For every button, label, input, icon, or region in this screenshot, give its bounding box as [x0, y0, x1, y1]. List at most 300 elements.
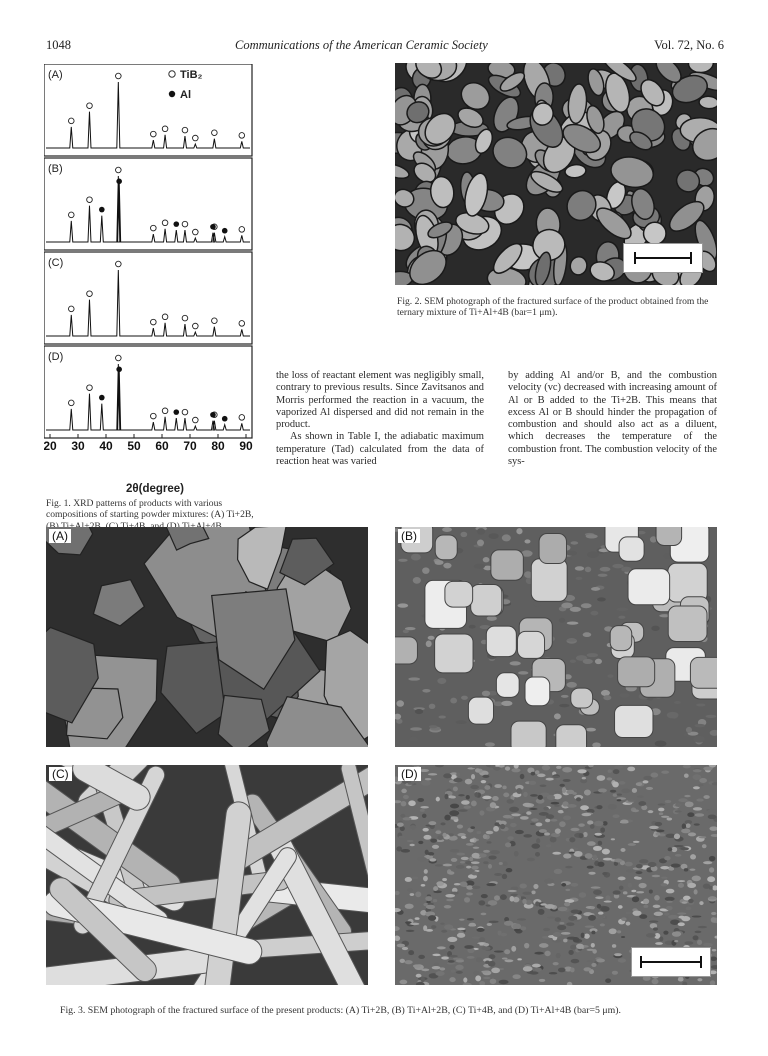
texture-flake — [463, 977, 467, 982]
texture-flake — [569, 837, 575, 842]
texture-flake — [643, 899, 649, 905]
texture-flake — [453, 787, 458, 792]
tib2-peak-marker-icon — [87, 291, 93, 297]
texture-flake — [466, 843, 474, 846]
texture-flake — [643, 776, 652, 780]
texture-flake — [610, 790, 616, 793]
texture-flake — [435, 971, 444, 976]
texture-flake — [710, 957, 717, 961]
texture-flake — [570, 541, 578, 544]
texture-flake — [428, 915, 436, 921]
texture-flake — [415, 709, 423, 714]
tib2-peak-marker-icon — [87, 103, 93, 109]
texture-flake — [400, 959, 405, 963]
texture-flake — [455, 965, 464, 970]
texture-flake — [697, 978, 702, 981]
texture-flake — [417, 798, 424, 802]
texture-flake — [689, 869, 695, 871]
al-peak-marker-icon — [116, 179, 122, 185]
texture-flake — [571, 883, 579, 887]
texture-flake — [449, 977, 455, 982]
texture-flake — [435, 831, 441, 835]
texture-flake — [612, 782, 619, 788]
texture-flake — [678, 883, 684, 888]
texture-flake — [426, 640, 432, 647]
xrd-panel-label: (A) — [48, 69, 63, 81]
texture-flake — [473, 847, 480, 849]
texture-flake — [570, 828, 579, 832]
texture-flake — [660, 866, 669, 869]
tib2-peak-marker-icon — [162, 220, 168, 226]
texture-flake — [618, 877, 626, 881]
xrd-panel-label: (D) — [48, 351, 64, 363]
tib2-peak-marker-icon — [193, 323, 199, 329]
texture-flake — [470, 785, 478, 789]
texture-flake — [586, 534, 598, 538]
texture-flake — [487, 923, 492, 926]
texture-flake — [409, 844, 414, 847]
texture-flake — [536, 823, 543, 827]
texture-flake — [482, 775, 489, 778]
texture-flake — [690, 854, 696, 859]
texture-flake — [619, 886, 624, 890]
texture-flake — [595, 659, 602, 664]
texture-flake — [693, 736, 705, 743]
texture-flake — [539, 943, 549, 948]
texture-flake — [402, 947, 408, 950]
texture-flake — [439, 950, 447, 956]
texture-flake — [693, 769, 702, 772]
texture-flake — [543, 807, 549, 811]
texture-flake — [674, 845, 684, 847]
texture-flake — [569, 852, 575, 854]
texture-flake — [607, 674, 613, 678]
texture-flake — [698, 926, 707, 928]
texture-flake — [530, 823, 535, 826]
paragraph: by adding Al and/or B, and the combustion velocity (vc) decreased with increasing amount of Al or B added to the Ti+2B. This means that excess Al or B should hinder the propagation of combustion and should also act as a diluent, which decreases the temperature of the combustion front. The combustion velocity of the sys- — [508, 370, 717, 468]
texture-flake — [510, 896, 515, 902]
texture-flake — [709, 886, 713, 890]
texture-flake — [687, 812, 694, 817]
texture-flake — [638, 801, 646, 806]
texture-flake — [639, 859, 648, 863]
fig3-panel-b-photo — [395, 527, 717, 747]
texture-flake — [636, 782, 642, 786]
texture-flake — [508, 890, 517, 892]
grain-cuboid — [610, 626, 632, 651]
tib2-peak-marker-icon — [116, 261, 122, 267]
fig3-panel-d-photo — [395, 765, 717, 985]
tib2-peak-marker-icon — [151, 413, 157, 419]
texture-flake — [708, 809, 717, 814]
texture-flake — [459, 919, 465, 921]
grain-cuboid — [395, 637, 417, 664]
texture-flake — [613, 793, 618, 796]
grain-cuboid — [531, 559, 567, 602]
texture-flake — [445, 894, 455, 897]
texture-flake — [397, 944, 405, 948]
texture-flake — [513, 924, 521, 930]
texture-flake — [602, 872, 607, 875]
texture-flake — [401, 849, 410, 853]
texture-flake — [470, 839, 475, 843]
texture-flake — [502, 534, 511, 541]
texture-flake — [464, 897, 470, 903]
texture-flake — [678, 916, 684, 919]
texture-flake — [425, 896, 432, 901]
texture-flake — [639, 914, 647, 919]
texture-flake — [535, 901, 539, 906]
texture-flake — [594, 821, 604, 827]
texture-flake — [597, 775, 606, 781]
texture-flake — [490, 978, 497, 984]
texture-flake — [555, 791, 560, 794]
volume-issue: Vol. 72, No. 6 — [654, 38, 724, 52]
texture-flake — [556, 766, 561, 769]
texture-flake — [484, 785, 490, 790]
texture-flake — [466, 866, 471, 869]
texture-flake — [407, 888, 413, 892]
texture-flake — [576, 797, 581, 801]
texture-flake — [554, 713, 561, 719]
texture-flake — [476, 831, 481, 834]
texture-flake — [511, 813, 521, 816]
texture-flake — [605, 974, 612, 977]
texture-flake — [493, 826, 499, 832]
texture-flake — [605, 978, 611, 983]
texture-flake — [653, 905, 661, 908]
texture-flake — [562, 787, 566, 793]
texture-flake — [456, 853, 465, 856]
texture-flake — [490, 802, 496, 808]
texture-flake — [529, 971, 538, 974]
texture-flake — [518, 671, 528, 675]
texture-flake — [567, 804, 577, 808]
texture-flake — [476, 944, 480, 947]
tib2-peak-marker-icon — [182, 315, 188, 321]
texture-flake — [685, 801, 694, 807]
xrd-panel-frame — [44, 346, 252, 438]
tib2-peak-marker-icon — [151, 131, 157, 137]
texture-flake — [559, 784, 564, 787]
texture-flake — [457, 933, 465, 938]
texture-flake — [450, 955, 458, 958]
grain-cuboid — [525, 677, 550, 706]
texture-flake — [621, 936, 625, 938]
grain-cuboid — [435, 535, 457, 560]
texture-flake — [612, 971, 618, 975]
texture-flake — [517, 958, 522, 960]
texture-flake — [536, 838, 540, 843]
texture-flake — [538, 795, 543, 800]
texture-flake — [620, 817, 625, 819]
tib2-peak-marker-icon — [87, 197, 93, 203]
texture-flake — [596, 805, 602, 809]
texture-flake — [458, 809, 468, 812]
texture-flake — [456, 772, 460, 776]
texture-flake — [593, 846, 602, 851]
texture-flake — [405, 877, 412, 882]
texture-flake — [499, 862, 503, 865]
texture-flake — [416, 974, 422, 978]
texture-flake — [554, 869, 563, 874]
texture-flake — [449, 945, 454, 950]
texture-flake — [598, 912, 604, 915]
texture-flake — [461, 696, 468, 700]
texture-flake — [693, 786, 700, 789]
texture-flake — [658, 803, 666, 805]
texture-flake — [650, 772, 658, 777]
texture-flake — [661, 770, 669, 773]
texture-flake — [443, 563, 451, 569]
xrd-pattern-line — [46, 270, 250, 336]
texture-flake — [403, 629, 409, 633]
texture-flake — [410, 923, 419, 926]
x-tick-label: 80 — [211, 439, 225, 453]
texture-flake — [437, 835, 443, 840]
texture-flake — [600, 567, 611, 572]
tib2-peak-marker-icon — [116, 355, 122, 361]
texture-flake — [482, 691, 490, 697]
texture-flake — [586, 728, 596, 732]
texture-flake — [529, 808, 538, 810]
tib2-peak-marker-icon — [212, 318, 218, 324]
texture-flake — [436, 881, 444, 886]
texture-flake — [476, 957, 482, 962]
texture-flake — [421, 780, 431, 786]
texture-flake — [617, 799, 622, 801]
texture-flake — [652, 979, 659, 985]
texture-flake — [553, 962, 559, 965]
texture-flake — [583, 659, 593, 664]
texture-flake — [466, 892, 473, 895]
texture-flake — [496, 944, 501, 949]
texture-flake — [524, 943, 529, 949]
texture-flake — [678, 922, 685, 926]
journal-title: Communications of the American Ceramic Society — [235, 38, 488, 52]
texture-flake — [543, 928, 550, 931]
texture-flake — [563, 939, 567, 943]
texture-flake — [659, 936, 663, 941]
texture-flake — [660, 908, 667, 911]
texture-flake — [666, 906, 673, 911]
texture-flake — [594, 833, 602, 836]
texture-flake — [505, 766, 510, 770]
texture-flake — [564, 902, 570, 906]
texture-flake — [617, 930, 621, 933]
texture-flake — [514, 851, 519, 857]
texture-flake — [705, 715, 716, 718]
grain-cuboid — [468, 697, 493, 724]
paragraph: the loss of reactant element was negligibly small, contrary to previous results. Since Zavitsanos and Morris performed the reaction in a vacuum, the vaporized Al dispersed and did not remain in the product. — [276, 370, 484, 431]
texture-flake — [643, 905, 648, 908]
texture-flake — [450, 804, 459, 809]
texture-flake — [604, 901, 612, 903]
texture-flake — [523, 803, 532, 807]
texture-flake — [422, 814, 427, 818]
texture-flake — [567, 639, 577, 642]
texture-flake — [584, 790, 591, 796]
texture-flake — [653, 927, 658, 930]
texture-flake — [538, 909, 545, 915]
texture-flake — [456, 865, 465, 869]
texture-flake — [559, 821, 566, 827]
texture-flake — [522, 899, 526, 904]
tib2-peak-marker-icon — [182, 127, 188, 133]
texture-flake — [575, 566, 584, 570]
texture-flake — [708, 897, 716, 900]
tib2-peak-marker-icon — [193, 417, 199, 423]
texture-flake — [479, 937, 485, 942]
texture-flake — [703, 795, 709, 799]
texture-flake — [443, 864, 453, 867]
grain-cuboid — [628, 569, 670, 605]
tib2-peak-marker-icon — [193, 229, 199, 235]
texture-flake — [559, 922, 564, 924]
texture-flake — [695, 931, 702, 933]
grain-cuboid — [618, 657, 655, 687]
texture-flake — [636, 891, 644, 893]
texture-flake — [598, 574, 608, 577]
texture-flake — [494, 784, 502, 788]
texture-flake — [451, 858, 457, 862]
texture-flake — [423, 828, 429, 832]
texture-flake — [593, 855, 598, 861]
grain-cuboid — [471, 584, 502, 616]
texture-flake — [405, 904, 414, 909]
texture-flake — [488, 961, 495, 967]
texture-flake — [612, 944, 616, 948]
texture-flake — [408, 782, 414, 784]
texture-flake — [598, 841, 603, 846]
texture-flake — [580, 805, 589, 810]
texture-flake — [472, 886, 480, 889]
texture-flake — [483, 557, 490, 562]
texture-flake — [655, 822, 663, 826]
texture-flake — [420, 806, 429, 808]
texture-flake — [666, 817, 672, 820]
texture-flake — [708, 815, 717, 820]
texture-flake — [469, 625, 476, 629]
texture-flake — [437, 946, 446, 949]
texture-flake — [563, 779, 571, 782]
texture-flake — [444, 924, 453, 929]
texture-flake — [551, 819, 558, 822]
texture-flake — [696, 703, 705, 706]
texture-flake — [626, 922, 631, 926]
texture-flake — [628, 883, 632, 888]
texture-flake — [443, 773, 452, 778]
texture-flake — [588, 915, 596, 921]
texture-flake — [619, 693, 629, 698]
texture-flake — [533, 884, 538, 889]
texture-flake — [552, 852, 561, 855]
tib2-peak-marker-icon — [162, 408, 168, 414]
texture-flake — [486, 831, 494, 834]
texture-flake — [491, 968, 500, 974]
texture-flake — [523, 792, 528, 797]
texture-flake — [590, 824, 595, 829]
texture-flake — [611, 838, 615, 840]
texture-flake — [500, 894, 507, 900]
texture-flake — [614, 859, 622, 863]
texture-flake — [424, 869, 428, 874]
texture-flake — [620, 848, 625, 852]
texture-flake — [694, 724, 705, 727]
texture-flake — [492, 796, 499, 801]
texture-flake — [544, 878, 554, 883]
texture-flake — [403, 817, 412, 820]
texture-flake — [591, 963, 596, 967]
texture-flake — [403, 795, 409, 799]
texture-flake — [613, 890, 621, 894]
texture-flake — [558, 907, 568, 911]
texture-flake — [428, 852, 435, 856]
texture-flake — [483, 834, 487, 839]
texture-flake — [570, 660, 576, 663]
texture-flake — [563, 853, 571, 858]
texture-flake — [585, 567, 592, 573]
texture-flake — [664, 856, 671, 860]
texture-flake — [520, 816, 529, 820]
text-column-right — [508, 370, 717, 468]
texture-flake — [460, 532, 467, 537]
texture-flake — [694, 823, 700, 825]
texture-flake — [551, 802, 560, 805]
texture-flake — [542, 765, 550, 770]
texture-flake — [444, 815, 450, 821]
texture-flake — [505, 842, 511, 847]
texture-flake — [434, 560, 443, 565]
texture-flake — [494, 895, 500, 900]
fig3-scale-bar — [631, 947, 711, 977]
texture-flake — [476, 928, 484, 932]
texture-flake — [433, 886, 438, 891]
texture-flake — [584, 934, 590, 939]
texture-flake — [502, 785, 506, 789]
texture-flake — [619, 781, 626, 785]
xrd-panel-label: (C) — [48, 257, 64, 269]
texture-flake — [587, 551, 599, 558]
texture-flake — [652, 875, 661, 878]
texture-flake — [455, 720, 466, 724]
texture-flake — [596, 959, 605, 963]
al-peak-marker-icon — [222, 416, 228, 422]
texture-flake — [506, 868, 513, 872]
texture-flake — [436, 797, 440, 802]
texture-flake — [601, 690, 610, 696]
legend-filled-circle-icon — [169, 91, 175, 97]
texture-flake — [626, 869, 635, 872]
texture-flake — [457, 825, 463, 829]
texture-flake — [612, 564, 623, 568]
texture-flake — [477, 528, 485, 535]
texture-flake — [587, 653, 598, 657]
texture-flake — [500, 824, 505, 829]
tib2-peak-marker-icon — [116, 167, 122, 173]
texture-flake — [494, 873, 502, 876]
tib2-peak-marker-icon — [182, 221, 188, 227]
grain-cuboid — [571, 688, 593, 708]
texture-flake — [598, 862, 605, 867]
texture-flake — [421, 884, 426, 887]
texture-flake — [501, 701, 512, 706]
texture-flake — [507, 799, 514, 804]
texture-flake — [587, 820, 593, 824]
texture-flake — [483, 943, 489, 946]
texture-flake — [483, 977, 491, 979]
texture-flake — [433, 899, 437, 902]
